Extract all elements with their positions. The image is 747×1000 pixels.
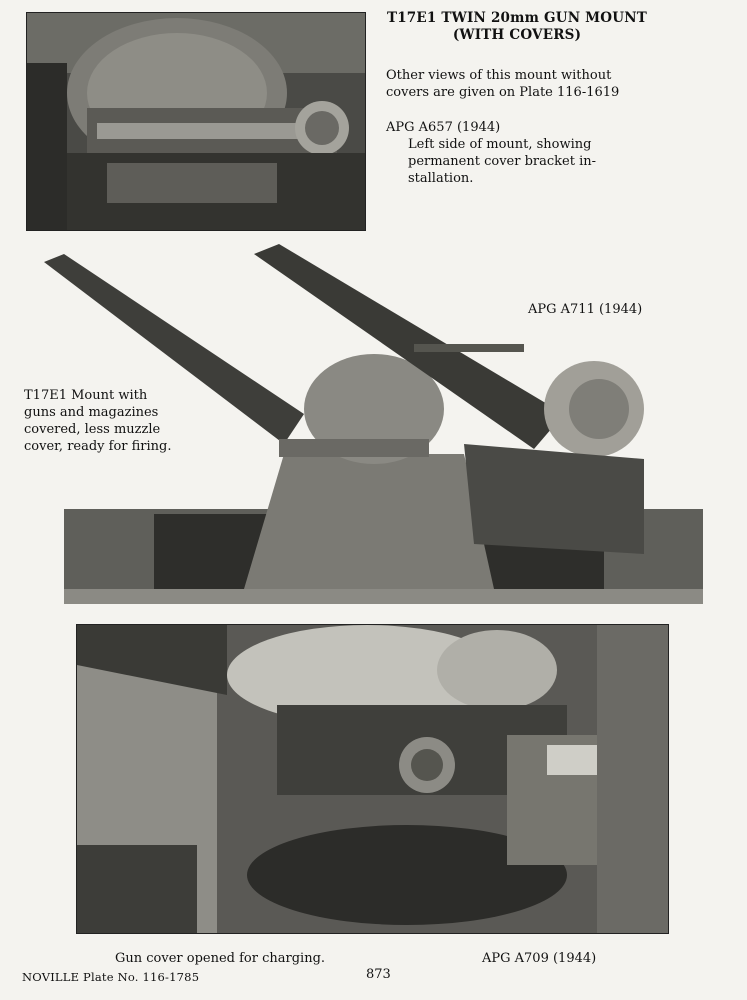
intro-note: [386, 67, 686, 101]
footer-plate-number: NOVILLE Plate No. 116-1785: [22, 970, 200, 984]
photo-gun-cover-opened: [76, 624, 669, 934]
title-line-1: T17E1 TWIN 20mm GUN MOUNT: [386, 10, 648, 26]
photo1-caption-line-2: permanent cover bracket in-: [408, 154, 597, 169]
photo1-caption: [386, 119, 686, 187]
photo2-caption-line-1: T17E1 Mount with: [24, 388, 148, 403]
photo2-caption-line-3: covered, less muzzle: [24, 422, 161, 437]
photo-left-side-illustration: [27, 13, 365, 230]
intro-line-2: covers are given on Plate 116-1619: [386, 85, 620, 100]
photo3-caption: Gun cover opened for charging.: [115, 951, 326, 966]
photo2-caption-line-2: guns and magazines: [24, 405, 159, 420]
photo1-ref: APG A657 (1944): [386, 120, 501, 135]
title-line-2: (WITH COVERS): [452, 27, 582, 43]
photo1-caption-line-3: stallation.: [408, 171, 474, 186]
photo-left-side-of-mount: [26, 12, 366, 231]
photo1-caption-line-1: Left side of mount, showing: [408, 137, 592, 152]
photo3-ref: APG A709 (1944): [482, 951, 597, 966]
intro-line-1: Other views of this mount without: [386, 68, 612, 83]
photo-gun-cover-illustration: [77, 625, 668, 933]
page-number: 873: [366, 967, 391, 982]
photo2-caption: [24, 387, 224, 455]
photo2-caption-line-4: cover, ready for firing.: [24, 439, 172, 454]
photo2-ref: APG A711 (1944): [528, 302, 643, 317]
page-title: [372, 10, 662, 44]
